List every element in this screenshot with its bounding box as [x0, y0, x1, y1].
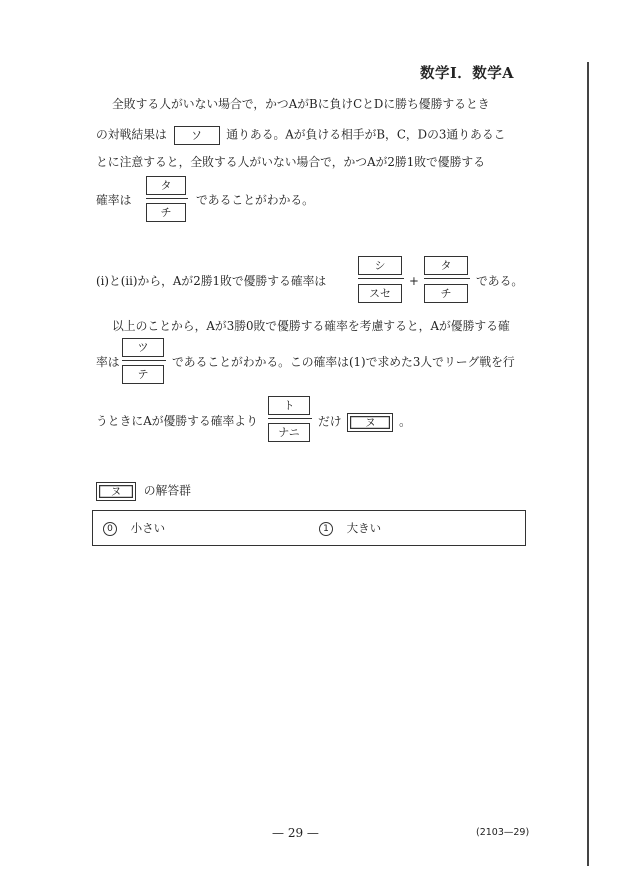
p1-line1: 全敗する人がいない場合で，かつAがBに負けCとDに勝ち優勝するとき [112, 97, 490, 111]
p3-line3-pre: うときにAが優勝する確率より [96, 414, 258, 428]
p1-line2-post: 通りある。Aが負ける相手がB，C，Dの3通りあるこ [226, 127, 506, 142]
answer-box-tsu: ツ [122, 338, 164, 357]
answer-box-nu-label: ヌ [96, 482, 136, 501]
choice-0 [103, 520, 165, 536]
choice-text-0: 小さい [130, 521, 166, 535]
fraction-bar [358, 278, 404, 279]
choice-text-1: 大きい [346, 521, 382, 535]
plus-sign: + [409, 274, 419, 288]
answer-group-title: の解答群 [143, 483, 191, 498]
p3-line3-dake: だけ [318, 414, 342, 429]
answer-box-ta: タ [146, 176, 186, 195]
answer-box-suse: スセ [358, 284, 402, 303]
answer-box-chi: チ [146, 203, 186, 222]
p3-line2-pre: 率は [96, 355, 120, 369]
margin-rule [587, 62, 589, 866]
answer-choices-box [92, 510, 526, 546]
answer-group-label [96, 482, 191, 501]
p1-line3: とに注意すると，全敗する人がいない場合で，かつAが2勝1敗で優勝する [96, 155, 485, 169]
answer-box-so: ソ [174, 126, 220, 145]
page-number: — 29 — [272, 826, 319, 840]
fraction-bar [268, 418, 312, 419]
fraction-bar [146, 198, 188, 199]
p3-line1: 以上のことから，Aが3勝0敗で優勝する確率を考慮すると，Aが優勝する確 [112, 319, 510, 333]
p1-line2-pre: の対戦結果は [96, 127, 167, 142]
answer-box-to: ト [268, 396, 310, 415]
fraction-bar [122, 360, 166, 361]
p3-line3-end: 。 [399, 414, 411, 429]
p2-pre: (i)と(ii)から，Aが2勝1敗で優勝する確率は [96, 274, 327, 288]
subject-header: 数学Ⅰ．数学A [420, 65, 515, 82]
answer-box-chi-2: チ [424, 284, 468, 303]
p1-line2 [96, 126, 505, 145]
choice-1 [319, 520, 381, 536]
fraction-bar [424, 278, 470, 279]
answer-box-shi: シ [358, 256, 402, 275]
p3-line3-mid [318, 413, 411, 432]
p3-line2-post: であることがわかる。この確率は(1)で求めた3人でリーグ戦を行 [172, 355, 515, 369]
exam-code: (2103—29) [476, 827, 530, 838]
p1-line4-post: であることがわかる。 [196, 193, 314, 207]
answer-box-nu: ヌ [347, 413, 393, 432]
answer-box-te: テ [122, 365, 164, 384]
p2-post: である。 [476, 274, 524, 288]
answer-box-ta-2: タ [424, 256, 468, 275]
choice-number-1: 1 [319, 522, 333, 536]
p1-line4-pre: 確率は [96, 193, 132, 207]
answer-box-nani: ナニ [268, 423, 310, 442]
choice-number-0: 0 [103, 522, 117, 536]
